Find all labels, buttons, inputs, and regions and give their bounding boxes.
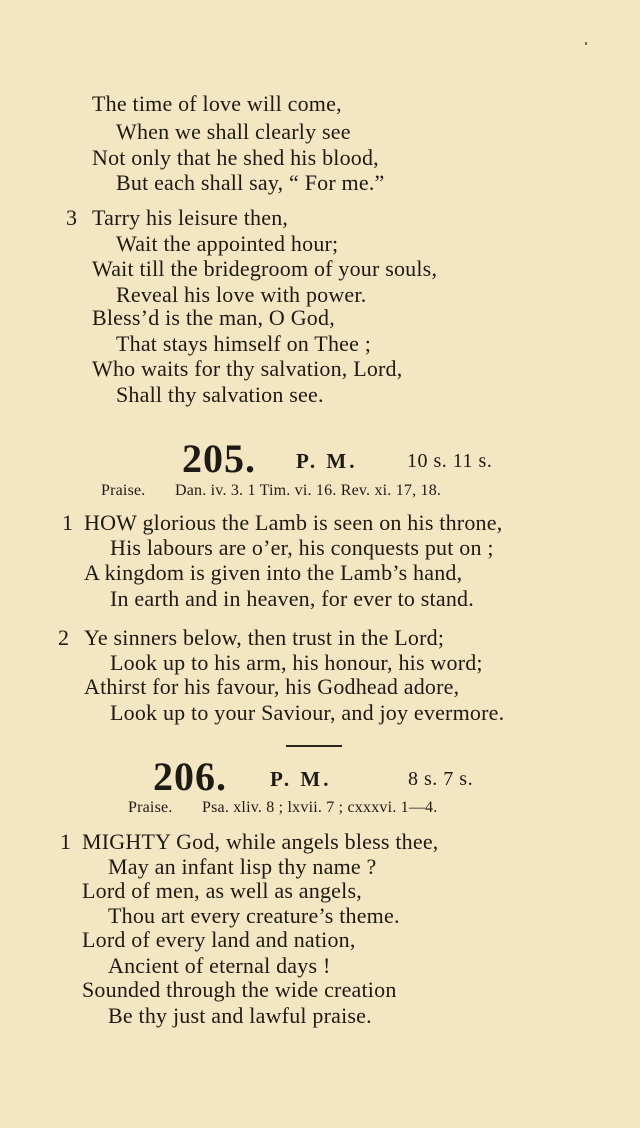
stanza-number: 1	[62, 510, 73, 535]
verse-line: Athirst for his favour, his Godhead adore,	[84, 674, 460, 699]
stanza-number: 3	[66, 205, 77, 230]
verse-line: Ancient of eternal days !	[108, 953, 331, 978]
verse-line: When we shall clearly see	[116, 119, 351, 144]
stanza-number: 1	[60, 829, 71, 854]
stanza-number: 2	[58, 625, 69, 650]
verse-line: Tarry his leisure then,	[92, 205, 289, 230]
hymn-number: 206.	[153, 754, 227, 799]
verse-line: His labours are o’er, his conquests put on ;	[110, 535, 494, 560]
scripture-references: Dan. iv. 3. 1 Tim. vi. 16. Rev. xi. 17, 18.	[175, 482, 442, 499]
verse-line: Look up to his arm, his honour, his word;	[110, 650, 483, 675]
paper-speck	[585, 42, 587, 45]
verse-line: Sounded through the wide creation	[82, 977, 397, 1002]
verse-line: MIGHTY God, while angels bless thee,	[82, 829, 439, 854]
hymn-number: 205.	[182, 436, 256, 481]
verse-line: Ye sinners below, then trust in the Lord;	[84, 625, 445, 650]
verse-line: That stays himself on Thee ;	[116, 331, 372, 356]
verse-line: The time of love will come,	[92, 91, 342, 116]
verse-line: HOW glorious the Lamb is seen on his throne,	[84, 510, 503, 535]
verse-line: Who waits for thy salvation, Lord,	[92, 356, 403, 381]
verse-line: Lord of men, as well as angels,	[82, 878, 362, 903]
hymn-meter: P. M.	[296, 449, 358, 473]
verse-line: In earth and in heaven, for ever to stand.	[110, 586, 474, 611]
verse-line: Reveal his love with power.	[116, 282, 367, 307]
verse-line: Lord of every land and nation,	[82, 927, 356, 952]
verse-line: Be thy just and lawful praise.	[108, 1003, 372, 1028]
verse-line: Thou art every creature’s theme.	[108, 903, 400, 928]
verse-line: May an infant lisp thy name ?	[108, 854, 377, 879]
verse-line: Look up to your Saviour, and joy evermore.	[110, 700, 505, 725]
verse-line: Wait till the bridegroom of your souls,	[92, 256, 438, 281]
hymn-meter: P. M.	[270, 767, 332, 791]
verse-line: Shall thy salvation see.	[116, 382, 324, 407]
hymn-measure: 10 s. 11 s.	[407, 450, 493, 472]
hymn-subject: Praise.	[128, 799, 173, 816]
verse-line: Bless’d is the man, O God,	[92, 305, 335, 330]
hymn-subject: Praise.	[101, 482, 146, 499]
hymn-measure: 8 s. 7 s.	[408, 768, 474, 790]
scripture-references: Psa. xliv. 8 ; lxvii. 7 ; cxxxvi. 1—4.	[202, 799, 438, 816]
verse-line: Not only that he shed his blood,	[92, 145, 379, 170]
section-divider	[286, 745, 342, 747]
verse-line: Wait the appointed hour;	[116, 231, 339, 256]
verse-line: A kingdom is given into the Lamb’s hand,	[84, 560, 463, 585]
verse-line: But each shall say, “ For me.”	[116, 170, 385, 195]
